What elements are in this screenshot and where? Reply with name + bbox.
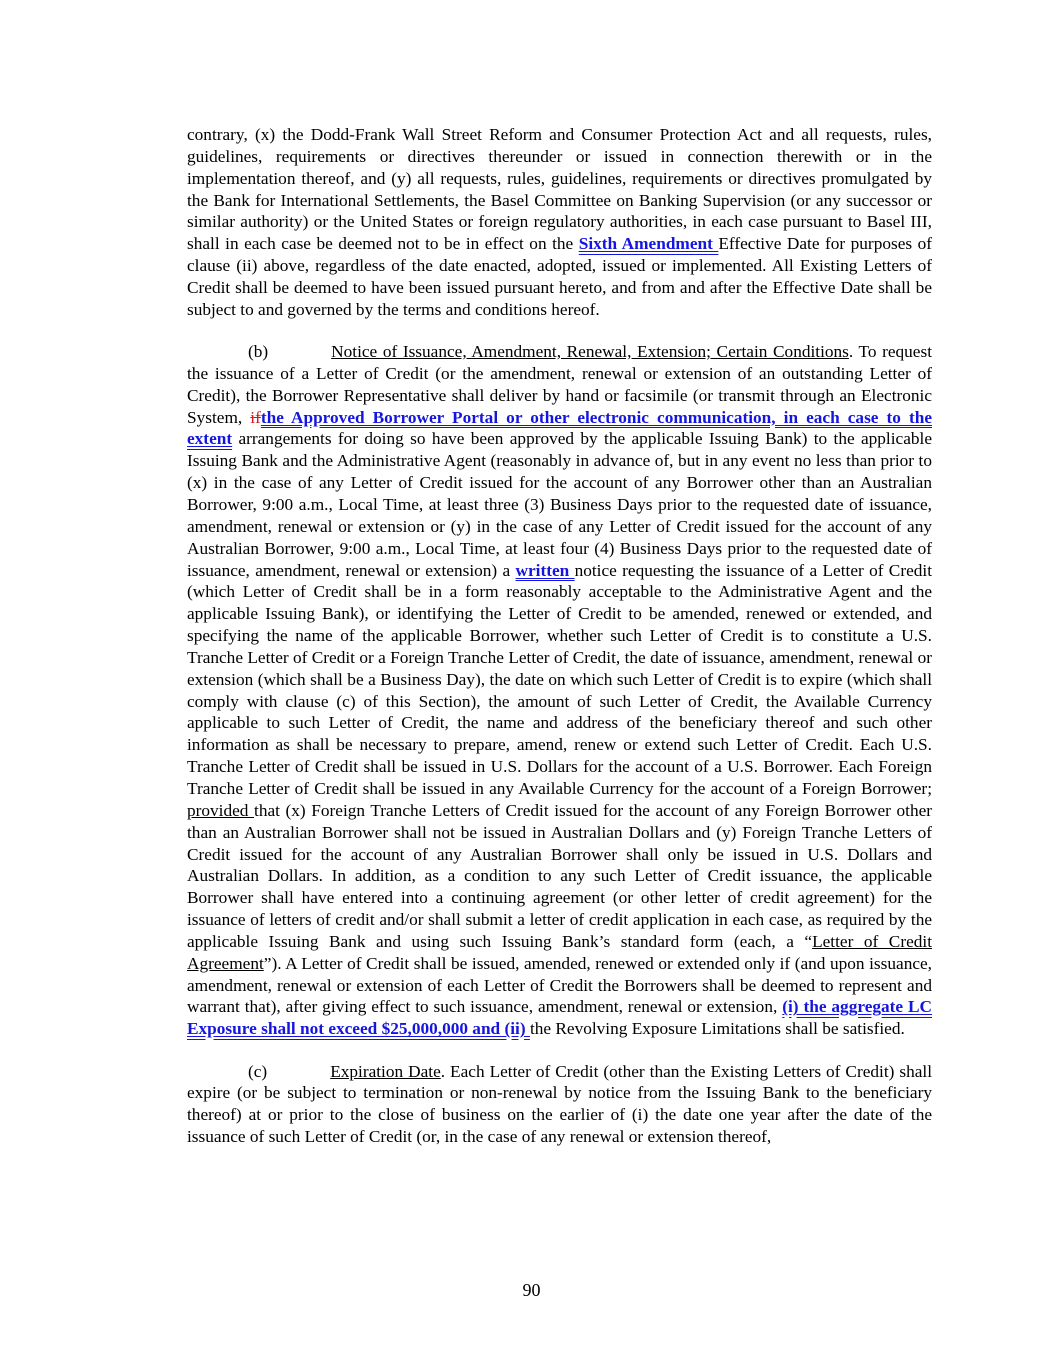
page-number: 90: [522, 1280, 541, 1300]
clause-heading: Notice of Issuance, Amendment, Renewal, Extension; Certain Conditions: [331, 342, 849, 362]
deleted-text: if: [250, 407, 261, 427]
defined-term: Letter of Credit Agreement: [187, 931, 932, 973]
inserted-text: Sixth Amendment: [578, 234, 719, 254]
paragraph-c: [187, 1061, 932, 1148]
provided-term: provided: [187, 800, 255, 820]
paragraph-b: [187, 341, 932, 1040]
text-run: . To request the issuance of a Letter of Credit (or the amendment, renewal or extension of an outstanding Letter of Credit), the Borrower Representative shall deliver by hand or facsimile (or transmit through an Electronic System,: [187, 342, 933, 427]
text-run: ”). A Letter of Credit shall be issued, amended, renewed or extended only if (and upon issuance, amendment, renewal or extension of each Letter of Credit the Borrowers shall be deemed to represent and warrant that), after giving effect to such issuance, amendment, renewal or extension,: [187, 953, 932, 1017]
inserted-text: (i) the aggregate LC Exposure shall not exceed $25,000,000 and (ii): [187, 997, 932, 1039]
text-run: contrary, (x) the Dodd-Frank Wall Street Reform and Consumer Protection Act and all requests, rules, guidelines, requirements or directives thereunder or issued in connection therewith or in the implementation thereof, and (y) all requests, rules, guidelines, requirements or directives promulgated by the Bank for International Settlements, the Basel Committee on Banking Supervision (or any successor or similar authority) or the United States or foreign regulatory authorities, in each case pursuant to Basel III, shall in each case be deemed not to be in effect on the: [187, 125, 932, 254]
paragraph-contrary: [187, 124, 932, 321]
inserted-text: written: [515, 560, 575, 580]
document-body: [187, 124, 932, 1168]
text-run: notice requesting the issuance of a Letter of Credit (which Letter of Credit shall be in a form reasonably acceptable to the Administrative Agent and the applicable Issuing Bank), or identifying the Letter of Credit to be amended, renewed or extended, and specifying the name of the applicable Borrower, whether such Letter of Credit is to constitute a U.S. Tranche Letter of Credit or a Foreign Tranche Letter of Credit, the date of issuance, amendment, renewal or extension (which shall be a Business Day), the date on which such Letter of Credit is to expire (which shall comply with clause (c) of this Section), the amount of such Letter of Credit, the Available Currency applicable to such Letter of Credit, the name and address of the beneficiary thereof and such other information as shall be necessary to prepare, amend, renew or extend such Letter of Credit. Each U.S. Tranche Letter of Credit shall be issued in U.S. Dollars for the account of a U.S. Borrower. Each Foreign Tranche Letter of Credit shall be issued in any Available Currency for the account of a Foreign Borrower;: [187, 560, 932, 798]
text-run: arrangements for doing so have been approved by the applicable Issuing Bank) to the applicable Issuing Bank and the Administrative Agent (reasonably in advance of, but in any event no less than prior to (x) in the case of any Letter of Credit issued for the account of any Borrower other than an Australian Borrower, 9:00 a.m., Local Time, at least three (3) Business Days prior to the requested date of issuance, amendment, renewal or extension or (y) in the case of any Letter of Credit issued for the account of any Australian Borrower, 9:00 a.m., Local Time, at least four (4) Business Days prior to the requested date of issuance, amendment, renewal or extension) a: [187, 429, 932, 580]
text-run: the Revolving Exposure Limitations shall be satisfied.: [529, 1019, 905, 1039]
text-run: Effective Date for purposes of clause (ii) above, regardless of the date enacted, adopted, issued or implemented. All Existing Letters of Credit shall be deemed to have been issued pursuant hereto, and from and after the Effective Date shall be subject to and governed by the terms and conditions hereof.: [187, 234, 932, 319]
clause-heading: Expiration Date: [330, 1061, 441, 1081]
text-run: that (x) Foreign Tranche Letters of Credit issued for the account of any Foreign Borrower other than an Australian Borrower shall not be issued in Australian Dollars and (y) Foreign Tranche Letters of Credit issued for the account of any Australian Borrower shall only be issued in U.S. Dollars and Australian Dollars. In addition, as a condition to any such Letter of Credit issuance, the applicable Borrower shall have entered into a continuing agreement (or other letter of credit agreement) for the issuance of letters of credit and/or shall submit a letter of credit application in each case, as required by the applicable Issuing Bank and using such Issuing Bank’s standard form (each, a “: [187, 800, 933, 951]
clause-label: (b): [248, 342, 269, 362]
text-run: . Each Letter of Credit (other than the Existing Letters of Credit) shall expire (or be subject to termination or non-renewal by notice from the Issuing Bank to the beneficiary thereof) at or prior to the close of business on the earlier of (i) the date one year after the date of the issuance of such Letter of Credit (or, in the case of any renewal or extension thereof,: [187, 1061, 932, 1147]
clause-label: (c): [248, 1061, 268, 1081]
inserted-text: the Approved Borrower Portal or other electronic communication, in each case to the extent: [187, 407, 933, 449]
